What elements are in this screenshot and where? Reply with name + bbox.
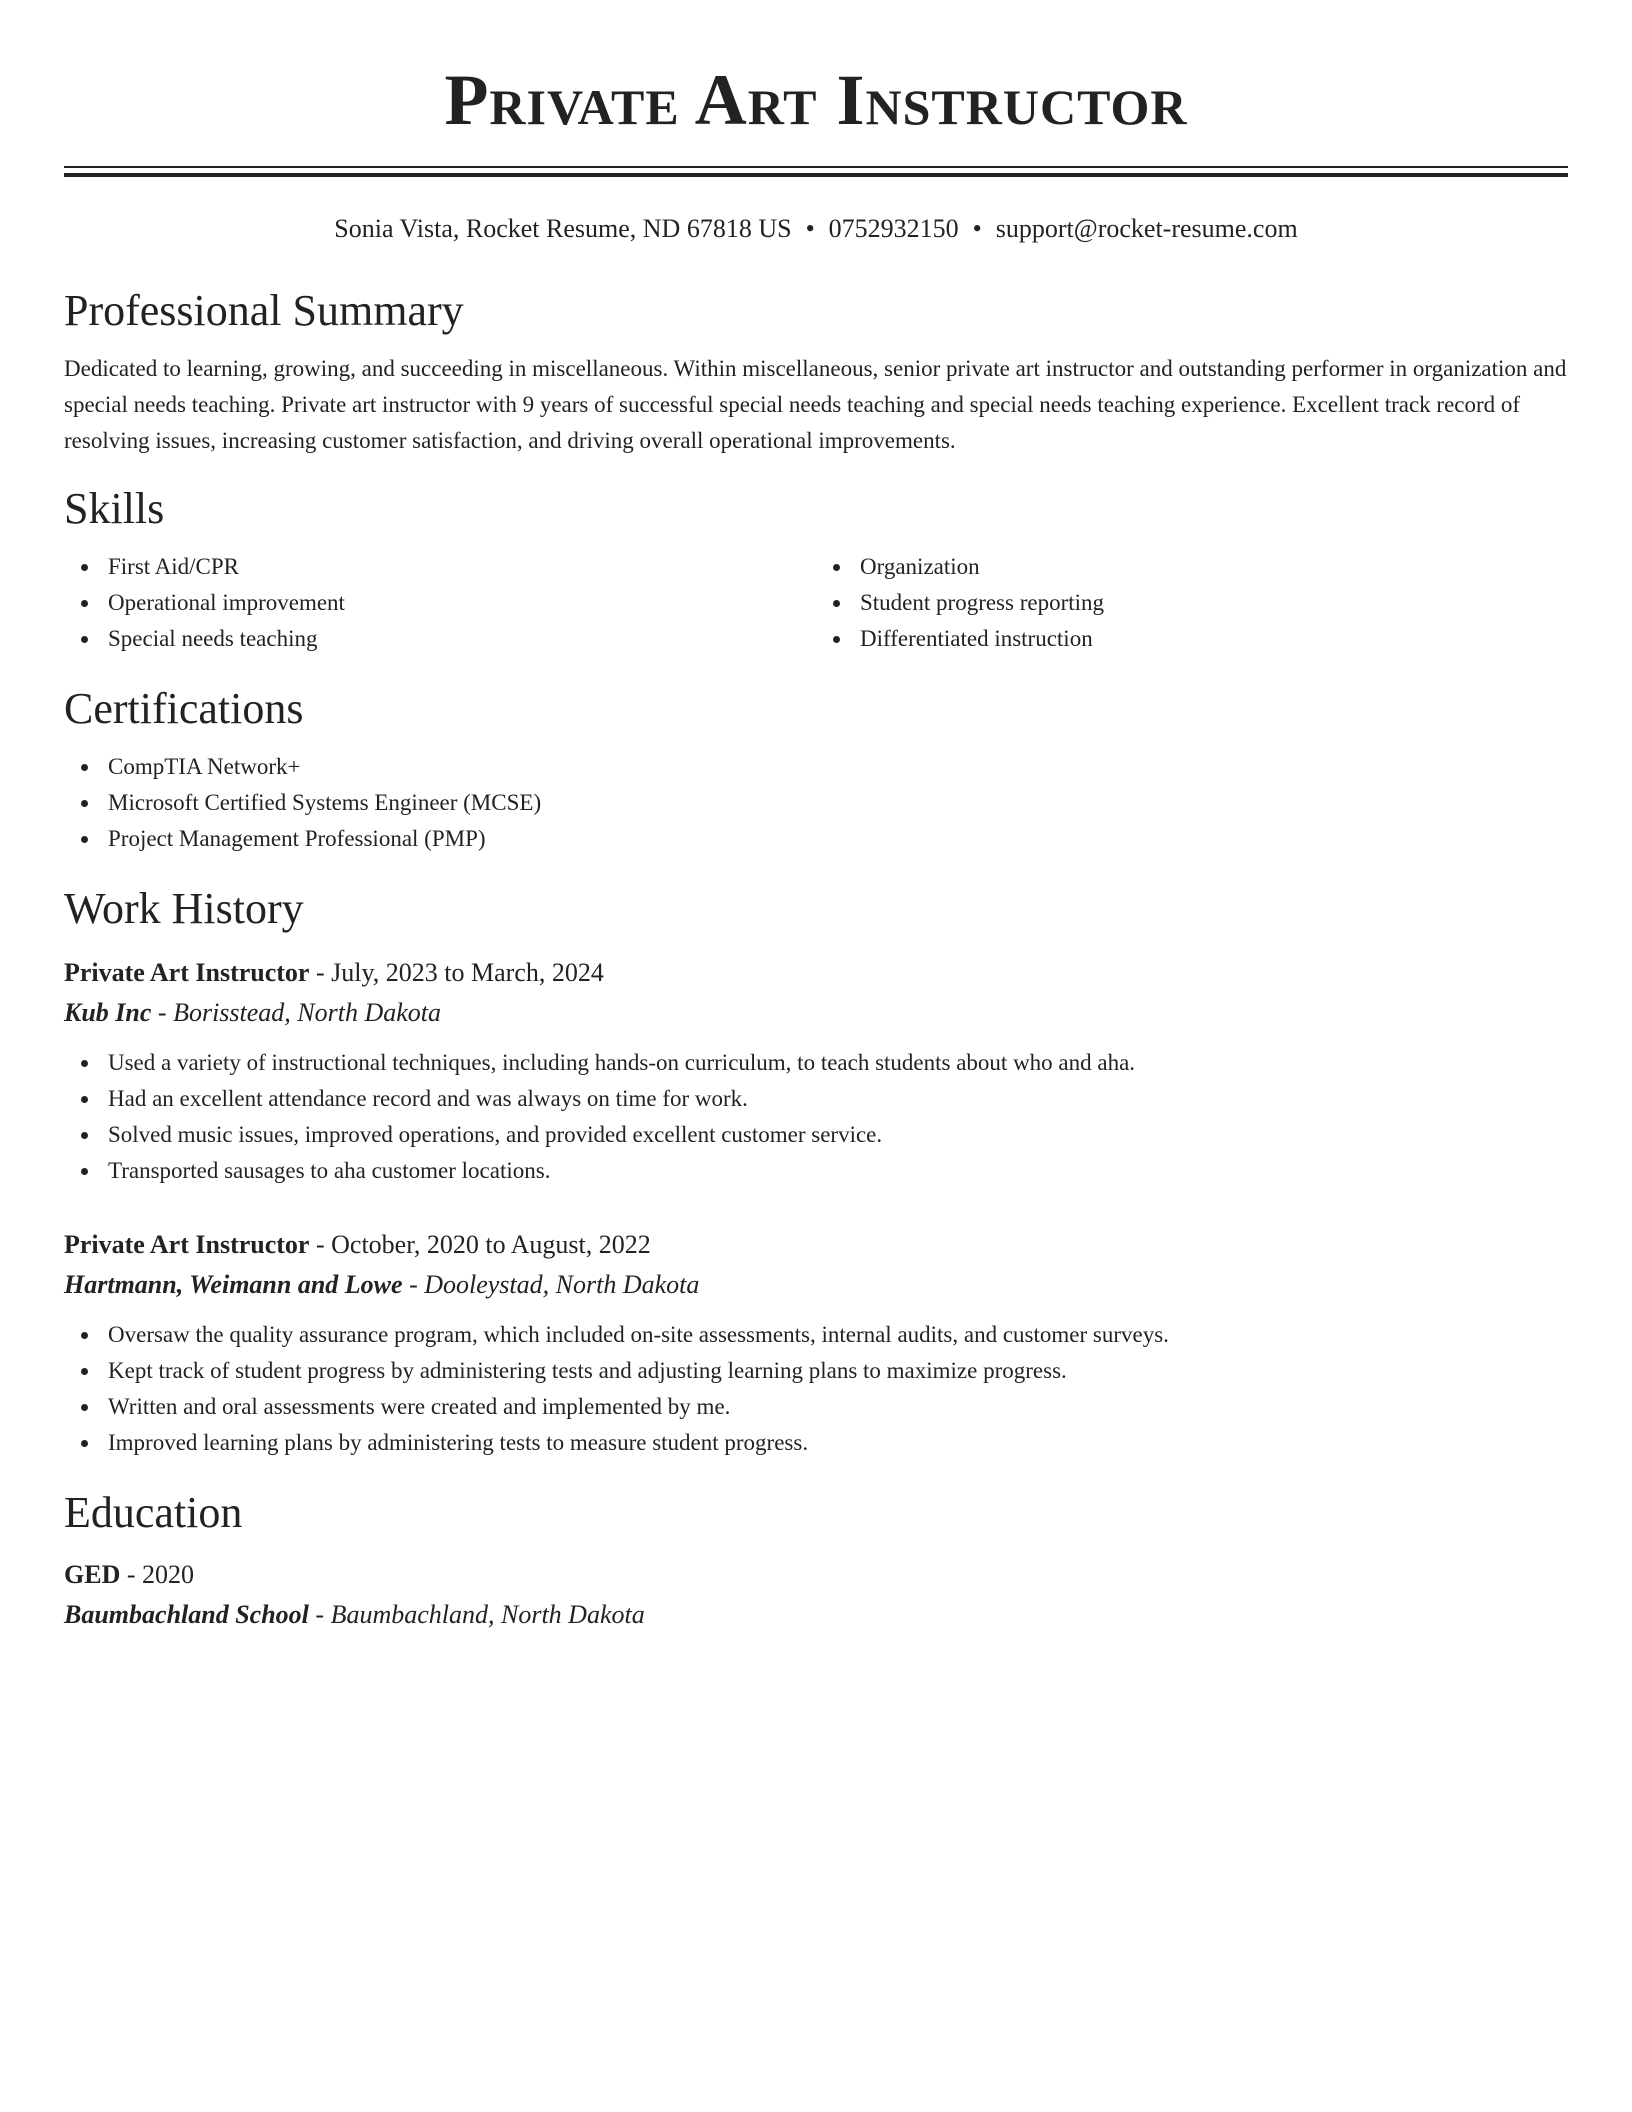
job-duties-list [64,1317,1568,1461]
job-dates: - October, 2020 to August, 2022 [309,1230,651,1259]
job-duty-item: Written and oral assessments were created and implemented by me. [108,1389,1568,1425]
certification-item: CompTIA Network+ [108,749,1568,785]
job-duty-item: Used a variety of instructional techniques, including hands-on curriculum, to teach students about who and aha. [108,1045,1568,1081]
contact-separator: • [805,214,815,243]
job-title-line [64,953,1568,993]
skill-item: Special needs teaching [108,621,816,657]
resume-title: Private Art Instructor [444,60,1188,140]
employer-name: Hartmann, Weimann and Lowe [64,1270,403,1299]
job-dates: - July, 2023 to March, 2024 [309,958,604,987]
job-duty-item: Oversaw the quality assurance program, which included on-site assessments, internal audits, and customer surveys. [108,1317,1568,1353]
contact-address: Sonia Vista, Rocket Resume, ND 67818 US [334,214,792,243]
contact-phone: 0752932150 [828,214,959,243]
job-entry [64,1225,1568,1461]
degree-name: GED [64,1560,121,1589]
job-duty-item: Kept track of student progress by administering tests and adjusting learning plans to maximize progress. [108,1353,1568,1389]
skill-item: Operational improvement [108,585,816,621]
school-name: Baumbachland School [64,1600,309,1629]
skill-item: Differentiated instruction [860,621,1568,657]
education-entry [64,1555,1568,1635]
job-duty-item: Solved music issues, improved operations, and provided excellent customer service. [108,1117,1568,1153]
title-divider [64,166,1568,177]
skill-item: Organization [860,549,1568,585]
school-line [64,1595,1568,1635]
job-duty-item: Improved learning plans by administering tests to measure student progress. [108,1425,1568,1461]
skill-item: First Aid/CPR [108,549,816,585]
skills-list-right [816,549,1568,657]
job-duties-list [64,1045,1568,1189]
job-title: Private Art Instructor [64,958,310,987]
employer-location: - Dooleystad, North Dakota [402,1270,700,1299]
contact-separator: • [972,214,982,243]
summary-heading: Professional Summary [64,286,464,335]
skills-grid [64,549,1568,657]
skill-item: Student progress reporting [860,585,1568,621]
degree-year: - 2020 [120,1560,195,1589]
certifications-heading: Certifications [64,684,304,733]
certifications-list [64,749,1568,857]
work-history-heading: Work History [64,884,304,933]
certification-item: Project Management Professional (PMP) [108,821,1568,857]
job-duty-item: Transported sausages to aha customer locations. [108,1153,1568,1189]
skills-heading: Skills [64,484,165,533]
contact-line [64,213,1568,245]
employer-line [64,993,1568,1033]
summary-text: Dedicated to learning, growing, and succeeding in miscellaneous. Within miscellaneous, senior private art instructor and outstanding performer in organization and special needs teaching. Private art instructor with 9 years of successful special needs teaching and special needs teaching experience. Excellent track record of resolving issues, increasing customer satisfaction, and driving overall operational improvements. [64,356,1567,453]
employer-name: Kub Inc [64,998,152,1027]
certification-item: Microsoft Certified Systems Engineer (MCSE) [108,785,1568,821]
contact-email: support@rocket-resume.com [995,214,1298,243]
skills-list-left [64,549,816,657]
education-heading: Education [64,1488,243,1537]
job-duty-item: Had an excellent attendance record and was always on time for work. [108,1081,1568,1117]
job-title-line [64,1225,1568,1265]
employer-location: - Borisstead, North Dakota [151,998,442,1027]
employer-line [64,1265,1568,1305]
school-location: - Baumbachland, North Dakota [308,1600,645,1629]
job-title: Private Art Instructor [64,1230,310,1259]
job-entry [64,953,1568,1189]
degree-line [64,1555,1568,1595]
